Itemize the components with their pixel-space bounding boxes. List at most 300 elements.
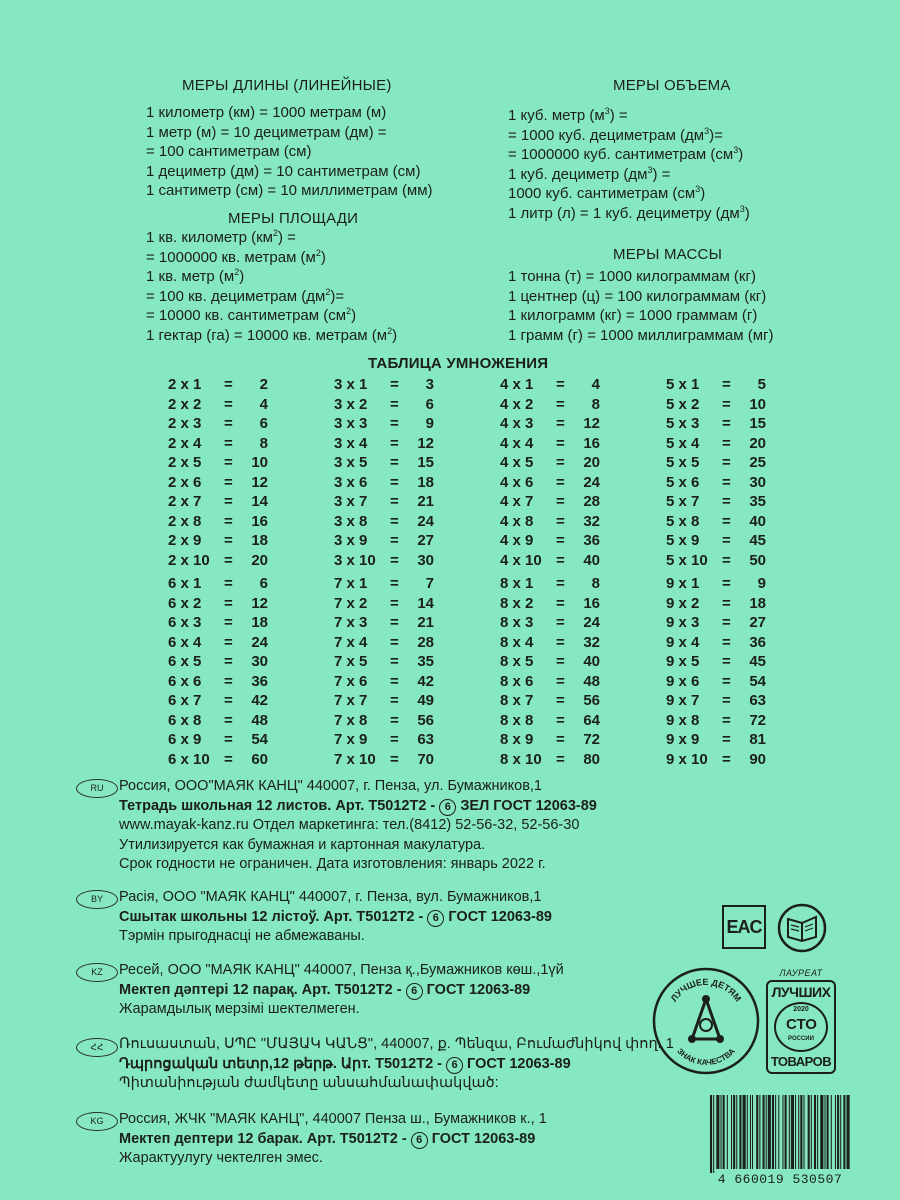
multiplication-expression: 6 x 9 [168, 731, 202, 748]
multiplication-result: 60 [251, 750, 268, 768]
equals-sign: = [390, 454, 399, 471]
exponent: 2 [346, 306, 352, 316]
multiplication-result: 24 [583, 473, 600, 491]
equals-sign: = [556, 415, 565, 432]
barcode-bar [778, 1095, 779, 1169]
multiplication-column-9 [666, 574, 766, 769]
multiplication-expression: 4 x 9 [500, 532, 534, 549]
grade-mark-icon: 6 [446, 1057, 463, 1074]
area-line [146, 248, 397, 268]
exponent: 2 [325, 286, 331, 297]
multiplication-expression: 2 x 6 [168, 473, 202, 491]
multiplication-result: 4 [591, 376, 600, 393]
multiplication-row [168, 750, 268, 770]
multiplication-row [500, 730, 600, 750]
equals-sign: = [722, 532, 731, 549]
multiplication-expression: 9 x 8 [666, 711, 700, 729]
multiplication-expression: 4 x 5 [500, 454, 534, 471]
equals-sign: = [722, 473, 731, 491]
multiplication-row [334, 395, 434, 415]
barcode-bar [721, 1095, 722, 1169]
best-goods-bottom: ТОВАРОВ [770, 1054, 832, 1069]
multiplication-expression: 6 x 8 [168, 711, 202, 729]
barcode-bar [743, 1095, 746, 1169]
multiplication-result: 32 [583, 512, 600, 530]
multiplication-column-7 [334, 574, 434, 769]
equals-sign: = [722, 395, 731, 413]
equals-sign: = [556, 512, 565, 530]
equals-sign: = [722, 594, 731, 612]
multiplication-result: 21 [417, 493, 434, 510]
footer-am-product [119, 1055, 674, 1075]
multiplication-result: 40 [749, 512, 766, 530]
equals-sign: = [722, 376, 731, 393]
footer-am-product-text: Դպրոցական տետր,12 թերթ. Արт. Т5012Т2 - [119, 1055, 447, 1072]
multiplication-result: 12 [417, 434, 434, 452]
equals-sign: = [722, 415, 731, 432]
barcode-bar [747, 1095, 748, 1169]
equals-sign: = [390, 512, 399, 530]
multiplication-result: 21 [417, 614, 434, 631]
barcode-bar [739, 1095, 741, 1169]
measure-text-end: ) [700, 185, 706, 202]
multiplication-result: 10 [749, 395, 766, 413]
country-badge-by: BY [76, 890, 118, 909]
equals-sign: = [556, 395, 565, 413]
multiplication-row [334, 652, 434, 672]
measure-text: 1 литр (л) = 1 куб. дециметру (дм [508, 204, 740, 222]
multiplication-result: 32 [583, 633, 600, 651]
multiplication-row [500, 633, 600, 653]
multiplication-expression: 2 x 8 [168, 512, 202, 530]
best-goods-sto: СТО [786, 1016, 817, 1033]
footer-am-shelf-life: Պիտանիության ժամկետը անսահմանափակված: [119, 1075, 499, 1091]
equals-sign: = [556, 575, 565, 592]
equals-sign: = [224, 711, 233, 729]
multiplication-result: 18 [251, 532, 268, 549]
equals-sign: = [224, 653, 233, 670]
equals-sign: = [390, 473, 399, 491]
equals-sign: = [224, 376, 233, 393]
multiplication-row [500, 594, 600, 614]
multiplication-row [666, 434, 766, 454]
multiplication-result: 2 [259, 376, 268, 393]
multiplication-row [666, 672, 766, 692]
multiplication-result: 42 [417, 672, 434, 690]
measure-text-end: ) [738, 146, 744, 163]
footer-by-address: Расія, ООО "МАЯК КАНЦ" 440007, г. Пенза, вул. Бумажников,1 [119, 889, 542, 905]
multiplication-row [666, 453, 766, 473]
equals-sign: = [722, 731, 731, 748]
equals-sign: = [390, 750, 399, 768]
multiplication-expression: 4 x 1 [500, 376, 534, 393]
footer-kg-product-text: Мектеп дептери 12 барак. Арт. Т5012Т2 - [119, 1130, 411, 1147]
multiplication-expression: 2 x 3 [168, 415, 202, 432]
multiplication-expression: 9 x 9 [666, 731, 700, 748]
barcode-bar [785, 1095, 787, 1169]
volume-list [508, 106, 750, 223]
multiplication-expression: 8 x 3 [500, 614, 534, 631]
multiplication-result: 63 [417, 731, 434, 748]
equals-sign: = [556, 692, 565, 709]
multiplication-row [500, 613, 600, 633]
equals-sign: = [722, 512, 731, 530]
multiplication-row [168, 594, 268, 614]
multiplication-row [168, 672, 268, 692]
multiplication-expression: 2 x 5 [168, 454, 202, 471]
multiplication-row [334, 613, 434, 633]
barcode-bar [811, 1095, 812, 1169]
barcode-bar [772, 1095, 774, 1169]
multiplication-expression: 5 x 10 [666, 551, 708, 569]
footer-ru-recycle: Утилизируется как бумажная и картонная макулатура. [119, 836, 486, 853]
multiplication-result: 20 [251, 551, 268, 569]
footer-kg [119, 1110, 547, 1169]
multiplication-expression: 2 x 4 [168, 434, 202, 452]
exponent: 3 [695, 184, 701, 194]
multiplication-result: 12 [583, 415, 600, 432]
measure-text: 1 куб. метр (м [508, 107, 605, 124]
multiplication-result: 28 [417, 633, 434, 651]
multiplication-expression: 4 x 3 [500, 415, 534, 432]
multiplication-result: 6 [425, 395, 434, 413]
quality-seal-bottom-text: ЗНАК КАЧЕСТВА [675, 1046, 737, 1068]
footer-by-product-gost: ГОСТ 12063-89 [444, 908, 552, 925]
multiplication-result: 48 [583, 672, 600, 690]
equals-sign: = [224, 434, 233, 452]
barcode-bar [835, 1095, 836, 1169]
multiplication-result: 35 [417, 653, 434, 670]
laureate-label: ЛАУРЕАТ [779, 968, 823, 978]
footer-by-product-text: Сшытак школьны 12 лістоў. Арт. Т5012Т2 - [119, 908, 428, 925]
eac-mark-icon [722, 905, 766, 949]
equals-sign: = [390, 376, 399, 393]
multiplication-result: 24 [417, 512, 434, 530]
equals-sign: = [556, 672, 565, 690]
length-line: 1 километр (км) = 1000 метрам (м) [146, 104, 387, 121]
equals-sign: = [556, 594, 565, 612]
multiplication-result: 63 [749, 692, 766, 709]
multiplication-row [334, 574, 434, 594]
book-logo-icon [774, 903, 830, 953]
multiplication-result: 45 [749, 532, 766, 549]
multiplication-expression: 7 x 4 [334, 633, 368, 651]
equals-sign: = [556, 633, 565, 651]
grade-mark-icon: 6 [411, 1132, 428, 1149]
multiplication-row [500, 434, 600, 454]
barcode-bar [824, 1095, 825, 1169]
equals-sign: = [224, 575, 233, 592]
multiplication-expression: 3 x 8 [334, 512, 368, 530]
barcode-bar [817, 1095, 818, 1169]
measure-text: = 1000000 кв. метрам (м [146, 248, 316, 266]
measure-text: = 10000 кв. сантиметрам (см [146, 307, 347, 324]
measure-text-end: ) [351, 307, 357, 324]
footer-ru-contacts: www.mayak-kanz.ru Отдел маркетинга: тел.(8412) 52-56-32, 52-56-30 [119, 817, 580, 833]
volume-line [508, 145, 750, 165]
multiplication-result: 28 [583, 493, 600, 510]
multiplication-result: 72 [749, 711, 766, 729]
equals-sign: = [556, 473, 565, 491]
multiplication-expression: 2 x 9 [168, 532, 202, 549]
footer-by-product [119, 908, 552, 928]
measure-text-end: ) [320, 248, 326, 266]
exponent: 3 [647, 164, 653, 175]
multiplication-row [168, 473, 268, 493]
measure-text: 1 гектар (га) = 10000 кв. метрам (м [146, 326, 388, 344]
multiplication-expression: 6 x 7 [168, 692, 202, 709]
grade-mark-icon: 6 [439, 799, 456, 816]
footer-kg-address: Россия, ЖЧК "МАЯК КАНЦ", 440007 Пенза ш., Бумажников к., 1 [119, 1111, 547, 1127]
barcode-bar [766, 1095, 767, 1169]
multiplication-expression: 6 x 6 [168, 672, 202, 690]
multiplication-expression: 5 x 2 [666, 395, 700, 413]
measure-text-end: ) [239, 268, 245, 285]
quality-seal-top-text: ЛУЧШЕЕ ДЕТЯМ [668, 976, 744, 1004]
footer-ru [119, 777, 597, 875]
barcode-bar [791, 1095, 794, 1169]
equals-sign: = [390, 575, 399, 592]
multiplication-row [168, 691, 268, 711]
area-list [146, 228, 397, 345]
measure-text: 1 кв. метр (м [146, 268, 235, 285]
equals-sign: = [224, 731, 233, 748]
multiplication-column-5 [666, 375, 766, 570]
multiplication-expression: 2 x 1 [168, 376, 202, 393]
multiplication-row [168, 633, 268, 653]
equals-sign: = [224, 454, 233, 471]
mass-line: 1 грамм (г) = 1000 миллиграммам (мг) [508, 326, 774, 344]
equals-sign: = [722, 653, 731, 670]
measure-text: 1 куб. дециметр (дм [508, 165, 648, 183]
multiplication-result: 9 [425, 415, 434, 432]
volume-line [508, 204, 750, 224]
multiplication-row [666, 750, 766, 770]
multiplication-row [334, 375, 434, 395]
multiplication-expression: 6 x 4 [168, 633, 202, 651]
multiplication-expression: 5 x 3 [666, 415, 700, 432]
multiplication-result: 42 [251, 692, 268, 709]
mass-line: 1 килограмм (кг) = 1000 граммам (г) [508, 307, 758, 324]
barcode-bar [763, 1095, 765, 1169]
volume-line [508, 126, 750, 146]
measure-text: = 100 кв. дециметрам (дм [146, 287, 326, 305]
equals-sign: = [722, 692, 731, 709]
multiplication-expression: 8 x 1 [500, 575, 534, 592]
multiplication-expression: 5 x 6 [666, 473, 700, 491]
multiplication-expression: 3 x 3 [334, 415, 368, 432]
equals-sign: = [224, 672, 233, 690]
multiplication-row [500, 750, 600, 770]
multiplication-expression: 9 x 3 [666, 614, 700, 631]
equals-sign: = [224, 473, 233, 491]
multiplication-expression: 2 x 10 [168, 551, 210, 569]
multiplication-result: 25 [749, 454, 766, 471]
barcode-bar [820, 1095, 823, 1169]
multiplication-row [666, 652, 766, 672]
multiplication-row [168, 512, 268, 532]
multiplication-expression: 2 x 2 [168, 395, 202, 413]
multiplication-result: 16 [583, 434, 600, 452]
multiplication-row [334, 750, 434, 770]
multiplication-result: 15 [417, 454, 434, 471]
multiplication-result: 24 [583, 614, 600, 631]
multiplication-row [500, 375, 600, 395]
multiplication-row [666, 613, 766, 633]
multiplication-row [168, 652, 268, 672]
footer-kz-address: Ресей, ООО "МАЯК КАНЦ" 440007, Пенза қ.,Бумажников көш.,1үй [119, 962, 564, 978]
barcode-bar [803, 1095, 804, 1169]
equals-sign: = [390, 594, 399, 612]
multiplication-column-8 [500, 574, 600, 769]
barcode-bar [733, 1095, 735, 1169]
multiplication-result: 36 [583, 532, 600, 549]
multiplication-row [500, 512, 600, 532]
barcode-bar [731, 1095, 732, 1169]
multiplication-expression: 5 x 5 [666, 454, 700, 471]
multiplication-row [666, 375, 766, 395]
exponent: 3 [604, 106, 610, 116]
multiplication-row [500, 652, 600, 672]
multiplication-result: 5 [757, 376, 766, 393]
barcode-bar [710, 1095, 712, 1173]
equals-sign: = [390, 395, 399, 413]
multiplication-row [334, 453, 434, 473]
multiplication-result: 54 [251, 731, 268, 748]
equals-sign: = [224, 532, 233, 549]
multiplication-expression: 3 x 1 [334, 376, 368, 393]
exponent: 2 [234, 267, 240, 277]
footer-am-product-gost: ГОСТ 12063-89 [463, 1055, 571, 1072]
multiplication-expression: 4 x 8 [500, 512, 534, 530]
multiplication-result: 14 [251, 493, 268, 510]
equals-sign: = [224, 395, 233, 413]
equals-sign: = [722, 672, 731, 690]
multiplication-expression: 3 x 9 [334, 532, 368, 549]
equals-sign: = [224, 415, 233, 432]
measure-text: 1 кв. километр (км [146, 229, 273, 246]
multiplication-row [666, 473, 766, 493]
eac-text: EAC [726, 917, 762, 937]
multiplication-result: 16 [583, 594, 600, 612]
footer-kz [119, 961, 564, 1020]
grade-mark-icon: 6 [427, 910, 444, 927]
area-line [146, 326, 397, 346]
footer-kz-product [119, 981, 564, 1001]
equals-sign: = [390, 731, 399, 748]
multiplication-row [168, 492, 268, 512]
measure-text-end: ) [744, 204, 750, 222]
area-title: МЕРЫ ПЛОЩАДИ [228, 210, 359, 227]
country-badge-kz: KZ [76, 963, 118, 982]
measure-text-end: )= [709, 126, 723, 144]
multiplication-expression: 5 x 7 [666, 493, 700, 510]
multiplication-expression: 7 x 7 [334, 692, 368, 709]
multiplication-expression: 9 x 5 [666, 653, 700, 670]
multiplication-result: 20 [749, 434, 766, 452]
length-title: МЕРЫ ДЛИНЫ (ЛИНЕЙНЫЕ) [182, 77, 392, 94]
multiplication-result: 24 [251, 633, 268, 651]
exponent: 2 [273, 228, 279, 238]
multiplication-result: 12 [251, 594, 268, 612]
barcode-bar [750, 1095, 751, 1169]
multiplication-row [500, 691, 600, 711]
multiplication-row [666, 551, 766, 571]
multiplication-result: 18 [417, 473, 434, 491]
multiplication-result: 12 [251, 473, 268, 491]
multiplication-expression: 9 x 1 [666, 575, 700, 592]
multiplication-column-6 [168, 574, 268, 769]
volume-line [508, 106, 750, 126]
footer-kg-product [119, 1130, 547, 1150]
multiplication-expression: 9 x 4 [666, 633, 700, 651]
exponent: 2 [387, 325, 393, 336]
equals-sign: = [224, 750, 233, 768]
multiplication-expression: 8 x 4 [500, 633, 534, 651]
multiplication-result: 20 [583, 454, 600, 471]
barcode-bar [827, 1095, 829, 1169]
multiplication-expression: 7 x 6 [334, 672, 368, 690]
barcode-bar [727, 1095, 728, 1169]
multiplication-result: 8 [259, 434, 268, 452]
multiplication-result: 80 [583, 750, 600, 768]
best-goods-logo [764, 968, 838, 1078]
multiplication-row [334, 711, 434, 731]
length-line: = 100 сантиметрам (см) [146, 143, 312, 160]
multiplication-row [500, 395, 600, 415]
multiplication-result: 6 [259, 415, 268, 432]
barcode-bar [837, 1095, 839, 1169]
equals-sign: = [722, 750, 731, 768]
multiplication-row [500, 473, 600, 493]
multiplication-row [168, 551, 268, 571]
multiplication-row [168, 453, 268, 473]
barcode-bar [713, 1095, 714, 1173]
mass-line: 1 тонна (т) = 1000 килограммам (кг) [508, 268, 756, 285]
multiplication-expression: 5 x 8 [666, 512, 700, 530]
multiplication-result: 9 [757, 575, 766, 592]
multiplication-expression: 7 x 5 [334, 653, 368, 670]
multiplication-row [666, 730, 766, 750]
multiplication-row [666, 711, 766, 731]
multiplication-row [334, 551, 434, 571]
multiplication-expression: 4 x 10 [500, 551, 542, 569]
multiplication-row [168, 730, 268, 750]
footer-am [119, 1035, 674, 1094]
footer-kz-product-text: Мектеп дәптері 12 парақ. Арт. Т5012Т2 - [119, 981, 406, 998]
equals-sign: = [722, 454, 731, 471]
multiplication-row [666, 395, 766, 415]
barcode-bar [768, 1095, 771, 1169]
equals-sign: = [556, 454, 565, 471]
footer-ru-address: Россия, ООО"МАЯК КАНЦ" 440007, г. Пенза, ул. Бумажников,1 [119, 778, 542, 794]
equals-sign: = [390, 434, 399, 452]
footer-am-address: Ռուսաստան, ՍՊԸ "ՄԱՅԱԿ ԿԱՆՑ", 440007, ք. Պենզա, Բումաժնիկով փող. 1 [119, 1036, 674, 1052]
multiplication-expression: 2 x 7 [168, 493, 202, 510]
equals-sign: = [722, 493, 731, 510]
multiplication-row [168, 613, 268, 633]
multiplication-row [334, 672, 434, 692]
multiplication-result: 56 [583, 692, 600, 709]
barcode-bar [716, 1095, 719, 1169]
multiplication-expression: 6 x 3 [168, 614, 202, 631]
multiplication-result: 36 [749, 633, 766, 651]
barcode-bar [775, 1095, 776, 1169]
multiplication-row [168, 434, 268, 454]
equals-sign: = [224, 614, 233, 631]
multiplication-result: 49 [417, 692, 434, 709]
equals-sign: = [224, 512, 233, 530]
